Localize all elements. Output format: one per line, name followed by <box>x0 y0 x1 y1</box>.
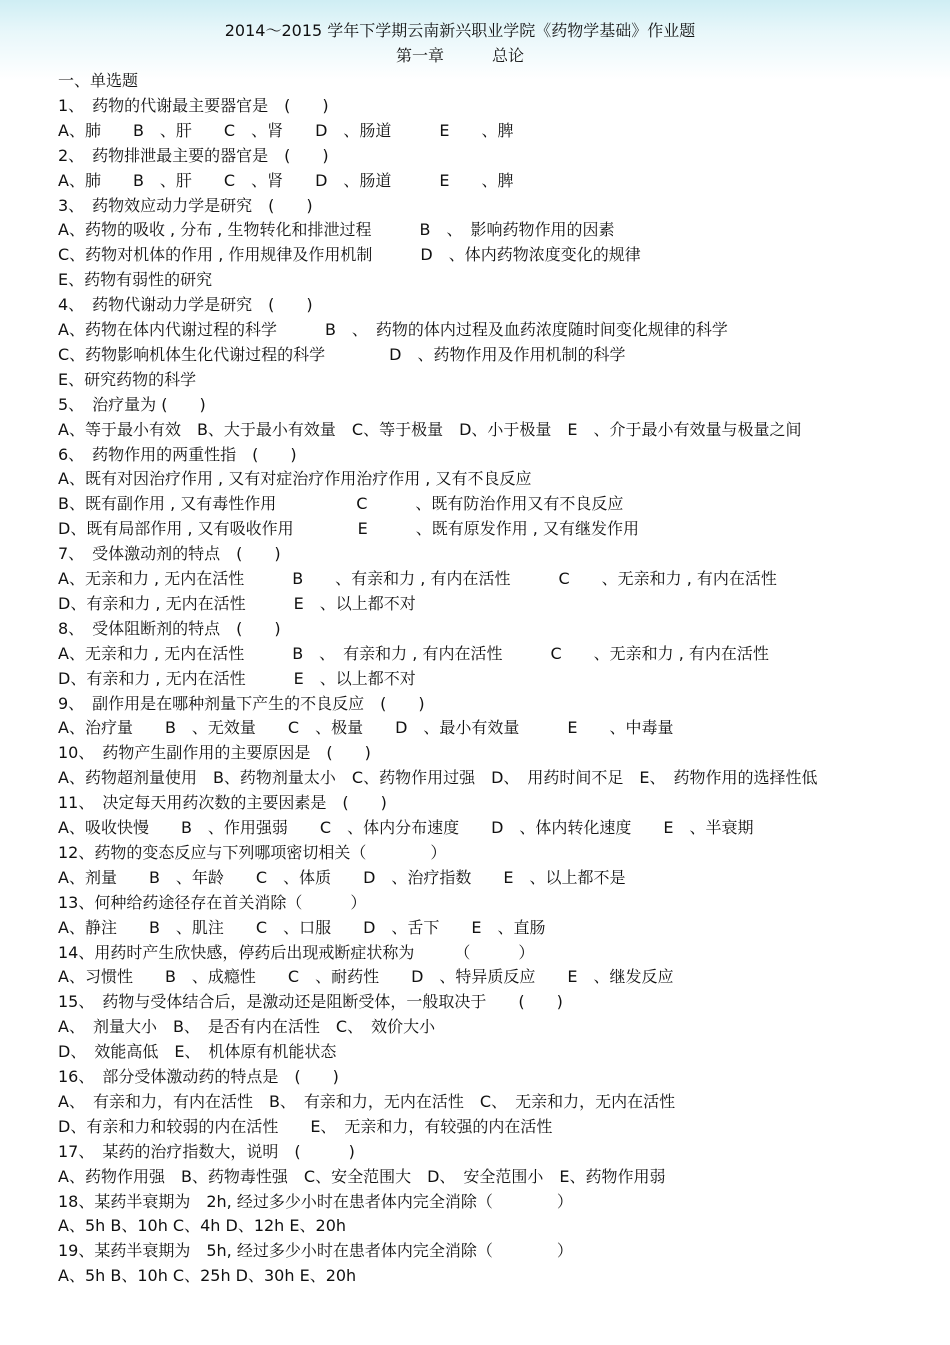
question-line: D、有亲和力和较弱的内在活性 E、 无亲和力，有较强的内在活性 <box>58 1116 553 1136</box>
question-line: A、剂量 B 、年龄 C 、体质 D 、治疗指数 E 、以上都不是 <box>58 867 626 887</box>
question-line: A、吸收快慢 B 、作用强弱 C 、体内分布速度 D 、体内转化速度 E 、半衰期 <box>58 818 754 837</box>
question-line: 18、某药半衰期为 2h, 经过多少小时在患者体内完全消除（ ） <box>58 1191 573 1211</box>
question-line: A、药物的吸收 , 分布 , 生物转化和排泄过程 B 、 影响药物作用的因素 <box>58 220 615 240</box>
question-line: A、治疗量 B 、无效量 C 、极量 D 、最小有效量 E 、中毒量 <box>58 718 674 738</box>
question-line: E、研究药物的科学 <box>58 369 197 389</box>
question-line: 10、 药物产生副作用的主要原因是 ( ) <box>58 743 371 763</box>
question-line: 12、药物的变态反应与下列哪项密切相关（ ） <box>58 842 447 862</box>
question-line: 17、 某药的治疗指数大，说明 ( ) <box>58 1141 355 1161</box>
question-line: 11、 决定每天用药次数的主要因素是 ( ) <box>58 793 387 813</box>
question-line: 15、 药物与受体结合后，是激动还是阻断受体，一般取决于 ( ) <box>58 992 563 1012</box>
chapter-heading: 第一章 总论 <box>395 46 524 65</box>
question-line: 8、 受体阻断剂的特点 ( ) <box>58 618 281 638</box>
question-line: E、药物有弱性的研究 <box>58 270 213 290</box>
question-line: C、药物影响机体生化代谢过程的科学 D 、药物作用及作用机制的科学 <box>58 344 626 364</box>
question-line: A、药物超剂量使用 B、药物剂量太小 C、药物作用过强 D、 用药时间不足 E、 药物作用的选择性低 <box>58 768 818 788</box>
question-line: 19、某药半衰期为 5h, 经过多少小时在患者体内完全消除（ ） <box>58 1241 573 1261</box>
question-line: A、5h B、10h C、25h D、30h E、20h <box>58 1266 357 1286</box>
question-line: A、既有对因治疗作用 , 又有对症治疗作用治疗作用 , 又有不良反应 <box>58 469 532 489</box>
question-line: 1、 药物的代谢最主要器官是 ( ) <box>58 95 329 115</box>
question-line: A、无亲和力 , 无内在活性 B 、 有亲和力 , 有内在活性 C 、无亲和力 , 有内在活性 <box>58 643 769 663</box>
question-line: A、肺 B 、肝 C 、肾 D 、肠道 E 、脾 <box>58 170 514 190</box>
question-line: A、无亲和力 , 无内在活性 B 、有亲和力 , 有内在活性 C 、无亲和力 , 有内在活性 <box>58 569 777 588</box>
question-line: D、既有局部作用 , 又有吸收作用 E 、既有原发作用 , 又有继发作用 <box>58 519 639 539</box>
question-line: B、既有副作用 , 又有毒性作用 C 、既有防治作用又有不良反应 <box>58 494 624 514</box>
document-title: 2014～2015 学年下学期云南新兴职业学院《药物学基础》作业题 <box>224 21 696 40</box>
section-heading: 一、单选题 <box>58 71 139 90</box>
question-line: A、习惯性 B 、成瘾性 C 、耐药性 D 、特异质反应 E 、继发反应 <box>58 967 674 987</box>
question-line: 7、 受体激动剂的特点 ( ) <box>58 544 281 564</box>
question-line: D、有亲和力 , 无内在活性 E 、以上都不对 <box>58 593 416 613</box>
question-line: D、 效能高低 E、 机体原有机能状态 <box>58 1042 337 1062</box>
question-line: A、 有亲和力，有内在活性 B、 有亲和力，无内在活性 C、 无亲和力，无内在活性 <box>58 1091 676 1111</box>
question-line: 5、 治疗量为 ( ) <box>58 394 206 414</box>
question-line: 9、 副作用是在哪种剂量下产生的不良反应 ( ) <box>58 693 425 713</box>
question-line: A、 剂量大小 B、 是否有内在活性 C、 效价大小 <box>58 1017 436 1037</box>
question-line: A、肺 B 、肝 C 、肾 D 、肠道 E 、脾 <box>58 120 514 140</box>
question-line: 6、 药物作用的两重性指 ( ) <box>58 444 297 464</box>
question-line: 3、 药物效应动力学是研究 ( ) <box>58 195 313 215</box>
question-line: 2、 药物排泄最主要的器官是 ( ) <box>58 145 329 165</box>
question-line: 13、何种给药途径存在首关消除（ ） <box>58 892 367 912</box>
question-line: A、药物在体内代谢过程的科学 B 、 药物的体内过程及血药浓度随时间变化规律的科学 <box>58 320 728 339</box>
question-line: A、5h B、10h C、4h D、12h E、20h <box>58 1216 347 1236</box>
question-line: A、静注 B 、肌注 C 、口服 D 、舌下 E 、直肠 <box>58 917 546 937</box>
question-line: A、等于最小有效 B、大于最小有效量 C、等于极量 D、小于极量 E 、介于最小有效量与极量之间 <box>58 419 802 439</box>
question-line: 14、用药时产生欣快感，停药后出现戒断症状称为 （ ） <box>58 942 535 962</box>
question-line: C、药物对机体的作用 , 作用规律及作用机制 D 、体内药物浓度变化的规律 <box>58 245 641 265</box>
question-line: 4、 药物代谢动力学是研究 ( ) <box>58 295 313 315</box>
question-line: D、有亲和力 , 无内在活性 E 、以上都不对 <box>58 668 416 688</box>
question-line: 16、 部分受体激动药的特点是 ( ) <box>58 1067 339 1086</box>
question-line: A、药物作用强 B、药物毒性强 C、安全范围大 D、 安全范围小 E、药物作用弱 <box>58 1166 666 1186</box>
